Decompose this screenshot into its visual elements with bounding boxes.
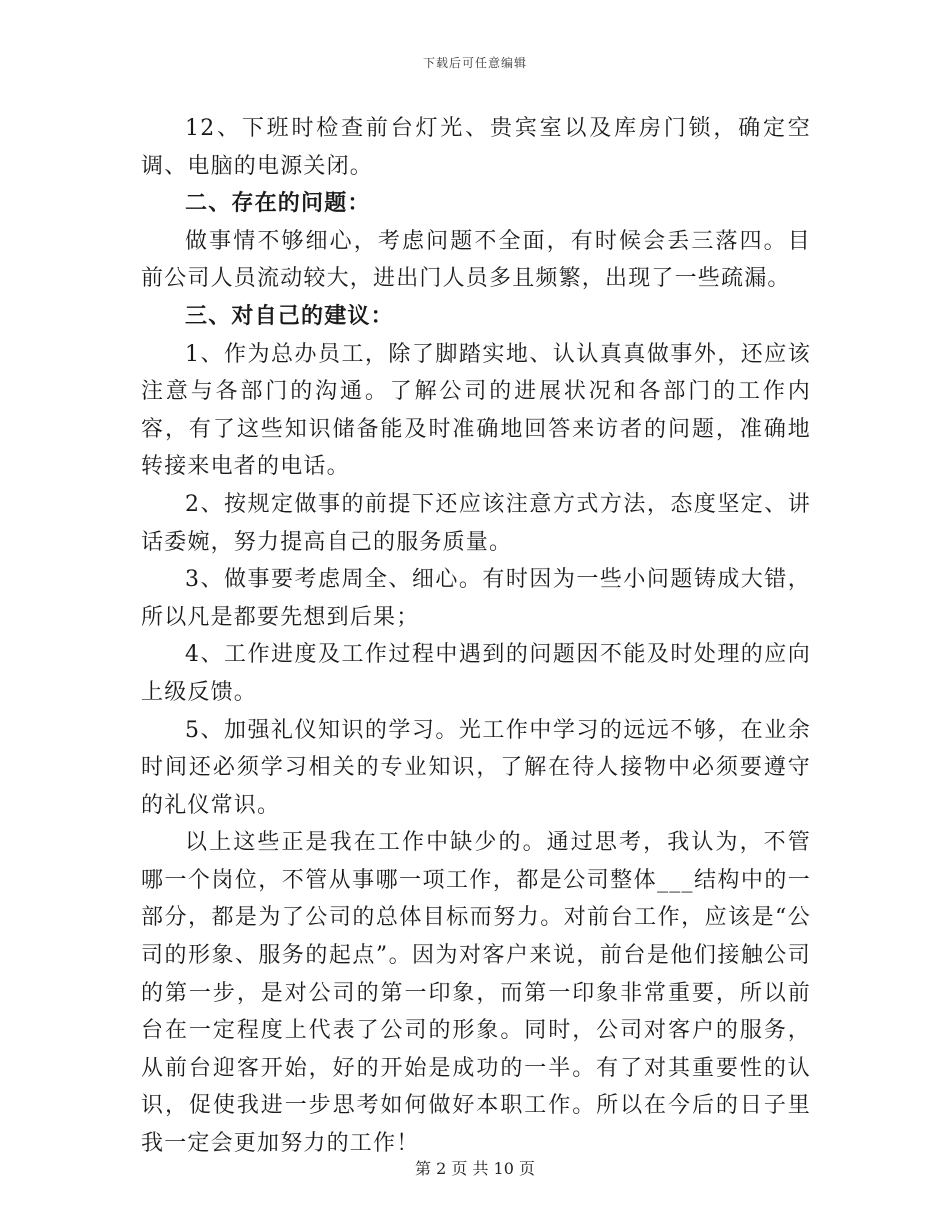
page-number: 第 2 页 共 10 页 [415, 1159, 535, 1178]
paragraph-conclusion: 以上这些正是我在工作中缺少的。通过思考，我认为，不管哪一个岗位，不管从事哪一项工作，都是公司整体___结构中的一部分，都是为了公司的总体目标而努力。对前台工作，应该是“公司的形象、服务的起点”。因为对客户来说，前台是他们接触公司的第一步，是对公司的第一印象，而第一印象非常重要，所以前台在一定程度上代表了公司的形象。同时，公司对客户的服务，从前台迎客开始，好的开始是成功的一半。有了对其重要性的认识，促使我进一步思考如何做好本职工作。所以在今后的日子里我一定会更加努力的工作！ [141, 830, 811, 1157]
paragraph-suggestion-4: 4、工作进度及工作过程中遇到的问题因不能及时处理的应向上级反馈。 [141, 642, 811, 705]
paragraph-item-12: 12、下班时检查前台灯光、贵宾室以及库房门锁，确定空调、电脑的电源关闭。 [141, 116, 811, 179]
paragraph-suggestion-2: 2、按规定做事的前提下还应该注意方式方法，态度坚定、讲话委婉，努力提高自己的服务质量。 [141, 491, 811, 555]
paragraph-suggestion-1: 1、作为总办员工，除了脚踏实地、认认真真做事外，还应该注意与各部门的沟通。了解公司的进展状况和各部门的工作内容，有了这些知识储备能及时准确地回答来访者的问题，准确地转接来电者的电话。 [141, 341, 811, 480]
page-header-note: 下载后可任意编辑 [422, 56, 527, 70]
paragraph-suggestion-3: 3、做事要考虑周全、细心。有时因为一些小问题铸成大错，所以凡是都要先想到后果； [141, 567, 811, 630]
section-heading-problems: 二、存在的问题： [185, 190, 371, 217]
paragraph-suggestion-5: 5、加强礼仪知识的学习。光工作中学习的远远不够，在业余时间还必须学习相关的专业知识，了解在待人接物中必须要遵守的礼仪常识。 [141, 717, 811, 818]
section-heading-suggestions: 三、对自己的建议： [185, 302, 394, 329]
paragraph-problems: 做事情不够细心，考虑问题不全面，有时候会丢三落四。目前公司人员流动较大，进出门人员多且频繁，出现了一些疏漏。 [141, 228, 811, 292]
document-body [141, 110, 811, 1163]
